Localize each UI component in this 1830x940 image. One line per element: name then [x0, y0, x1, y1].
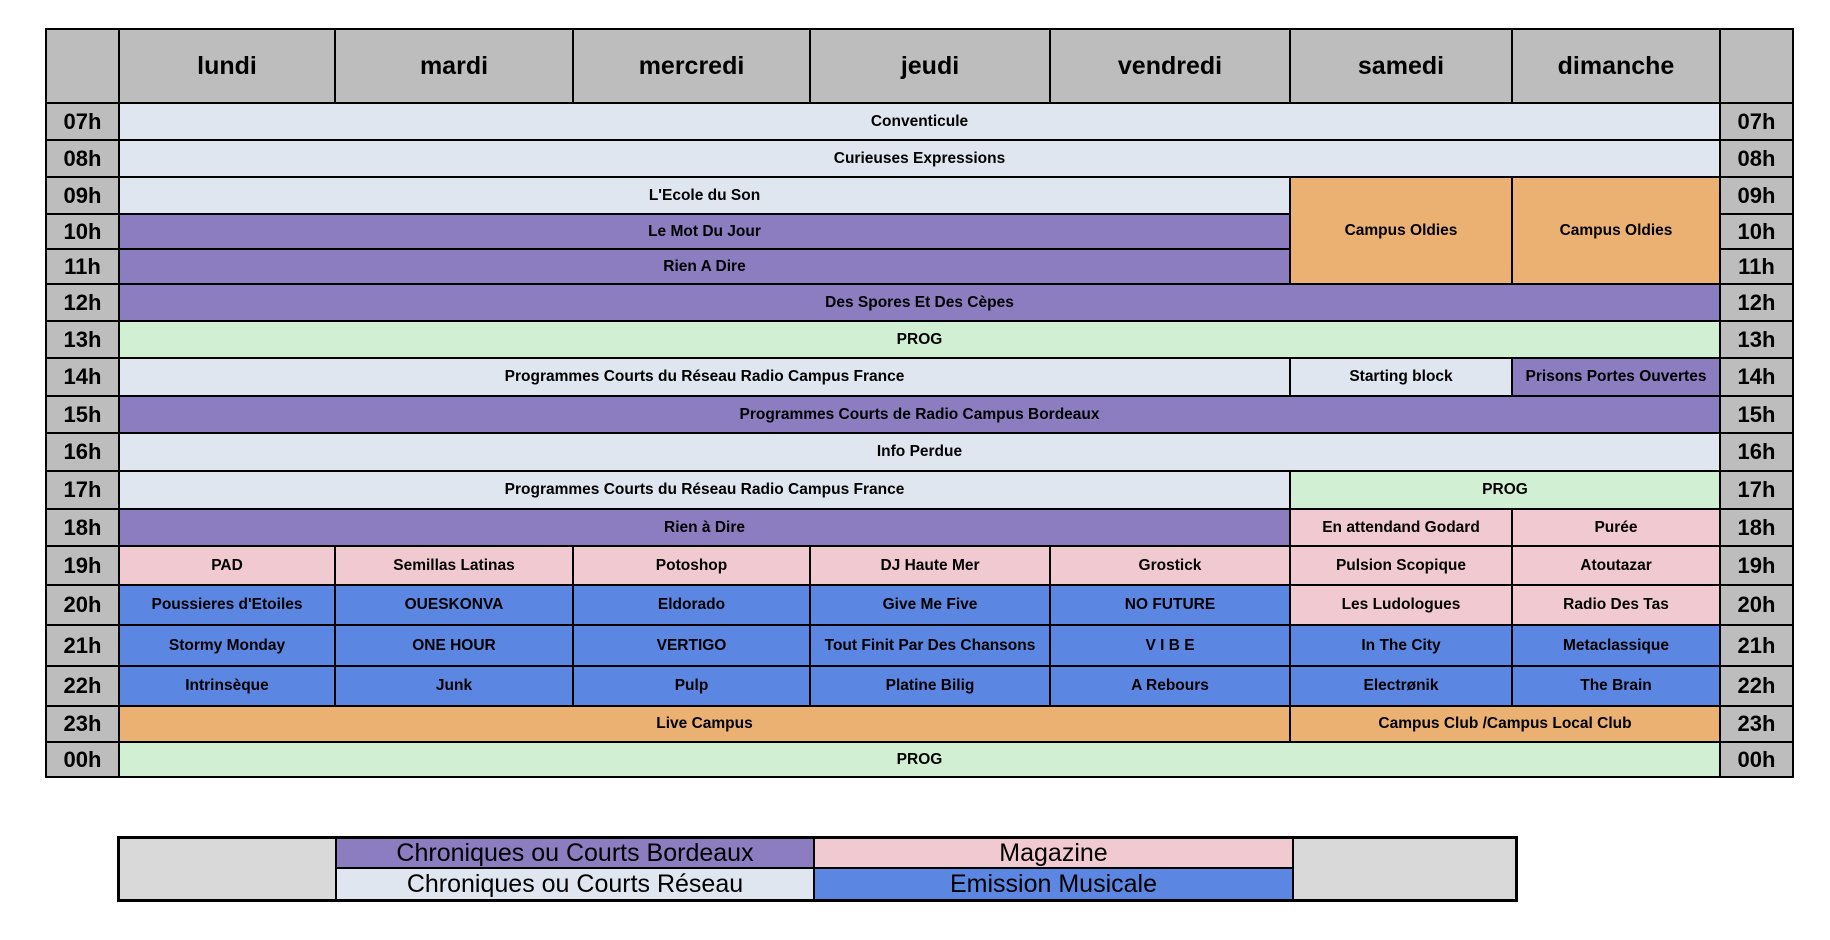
corner-cell: [1721, 30, 1794, 104]
legend-blank: [1294, 839, 1515, 899]
program-slot: Programmes Courts du Réseau Radio Campus France: [120, 472, 1291, 510]
legend-emission-musicale: Emission Musicale: [815, 869, 1294, 899]
hour-label: 17h: [47, 472, 120, 510]
program-slot: Rien à Dire: [120, 510, 1291, 547]
corner-cell: [47, 30, 120, 104]
program-slot: Potoshop: [574, 547, 811, 586]
hour-label: 00h: [47, 743, 120, 778]
program-slot: Programmes Courts de Radio Campus Bordeaux: [120, 397, 1721, 434]
program-slot: NO FUTURE: [1051, 586, 1291, 626]
program-slot: ONE HOUR: [336, 626, 574, 667]
program-slot: L'Ecole du Son: [120, 178, 1291, 215]
program-slot: Prisons Portes Ouvertes: [1513, 359, 1721, 397]
hour-label: 22h: [47, 667, 120, 707]
hour-label: 19h: [47, 547, 120, 586]
hour-label: 11h: [47, 250, 120, 285]
hour-label: 00h: [1721, 743, 1794, 778]
program-slot: Live Campus: [120, 707, 1291, 743]
hour-label: 08h: [47, 141, 120, 178]
program-slot: VERTIGO: [574, 626, 811, 667]
program-slot: DJ Haute Mer: [811, 547, 1051, 586]
hour-label: 15h: [47, 397, 120, 434]
legend-chroniques-reseau: Chroniques ou Courts Réseau: [337, 869, 815, 899]
program-slot: Poussieres d'Etoiles: [120, 586, 336, 626]
program-slot: PROG: [1291, 472, 1721, 510]
hour-label: 07h: [47, 104, 120, 141]
program-slot: PROG: [120, 743, 1721, 778]
program-slot: Intrinsèque: [120, 667, 336, 707]
hour-label: 17h: [1721, 472, 1794, 510]
schedule-grid: [45, 28, 1794, 778]
hour-label: 07h: [1721, 104, 1794, 141]
program-slot: Pulp: [574, 667, 811, 707]
program-slot: Curieuses Expressions: [120, 141, 1721, 178]
program-slot: PROG: [120, 322, 1721, 359]
program-slot: In The City: [1291, 626, 1513, 667]
program-slot: En attendand Godard: [1291, 510, 1513, 547]
program-slot: Campus Oldies: [1291, 178, 1513, 285]
hour-label: 18h: [1721, 510, 1794, 547]
hour-label: 16h: [1721, 434, 1794, 472]
hour-label: 14h: [47, 359, 120, 397]
program-slot: PAD: [120, 547, 336, 586]
program-slot: Grostick: [1051, 547, 1291, 586]
program-slot: Conventicule: [120, 104, 1721, 141]
hour-label: 09h: [47, 178, 120, 215]
program-slot: Junk: [336, 667, 574, 707]
program-slot: Platine Bilig: [811, 667, 1051, 707]
legend-chroniques-bordeaux: Chroniques ou Courts Bordeaux: [337, 839, 815, 869]
hour-label: 16h: [47, 434, 120, 472]
hour-label: 13h: [47, 322, 120, 359]
program-slot: Les Ludologues: [1291, 586, 1513, 626]
hour-label: 14h: [1721, 359, 1794, 397]
hour-label: 20h: [47, 586, 120, 626]
day-header: mercredi: [574, 30, 811, 104]
program-slot: Semillas Latinas: [336, 547, 574, 586]
program-slot: Atoutazar: [1513, 547, 1721, 586]
program-slot: Starting block: [1291, 359, 1513, 397]
program-slot: Electrønik: [1291, 667, 1513, 707]
day-header: jeudi: [811, 30, 1051, 104]
program-slot: Campus Club /Campus Local Club: [1291, 707, 1721, 743]
program-slot: Eldorado: [574, 586, 811, 626]
program-slot: Metaclassique: [1513, 626, 1721, 667]
hour-label: 11h: [1721, 250, 1794, 285]
program-slot: The Brain: [1513, 667, 1721, 707]
hour-label: 08h: [1721, 141, 1794, 178]
hour-label: 12h: [1721, 285, 1794, 322]
program-slot: Tout Finit Par Des Chansons: [811, 626, 1051, 667]
day-header: vendredi: [1051, 30, 1291, 104]
hour-label: 20h: [1721, 586, 1794, 626]
day-header: lundi: [120, 30, 336, 104]
program-slot: Radio Des Tas: [1513, 586, 1721, 626]
program-slot: Rien A Dire: [120, 250, 1291, 285]
legend-magazine: Magazine: [815, 839, 1294, 869]
hour-label: 23h: [47, 707, 120, 743]
hour-label: 09h: [1721, 178, 1794, 215]
day-header: mardi: [336, 30, 574, 104]
program-slot: Stormy Monday: [120, 626, 336, 667]
program-slot: Purée: [1513, 510, 1721, 547]
hour-label: 18h: [47, 510, 120, 547]
program-slot: Give Me Five: [811, 586, 1051, 626]
program-slot: Info Perdue: [120, 434, 1721, 472]
hour-label: 13h: [1721, 322, 1794, 359]
hour-label: 21h: [1721, 626, 1794, 667]
hour-label: 12h: [47, 285, 120, 322]
legend: [117, 836, 1518, 902]
hour-label: 15h: [1721, 397, 1794, 434]
hour-label: 23h: [1721, 707, 1794, 743]
program-slot: Campus Oldies: [1513, 178, 1721, 285]
program-slot: Des Spores Et Des Cèpes: [120, 285, 1721, 322]
program-slot: A Rebours: [1051, 667, 1291, 707]
program-slot: OUESKONVA: [336, 586, 574, 626]
hour-label: 19h: [1721, 547, 1794, 586]
hour-label: 22h: [1721, 667, 1794, 707]
legend-blank: [120, 839, 337, 899]
hour-label: 10h: [1721, 215, 1794, 250]
program-slot: Pulsion Scopique: [1291, 547, 1513, 586]
hour-label: 21h: [47, 626, 120, 667]
program-slot: V I B E: [1051, 626, 1291, 667]
hour-label: 10h: [47, 215, 120, 250]
day-header: samedi: [1291, 30, 1513, 104]
program-slot: Programmes Courts du Réseau Radio Campus France: [120, 359, 1291, 397]
day-header: dimanche: [1513, 30, 1721, 104]
program-slot: Le Mot Du Jour: [120, 215, 1291, 250]
